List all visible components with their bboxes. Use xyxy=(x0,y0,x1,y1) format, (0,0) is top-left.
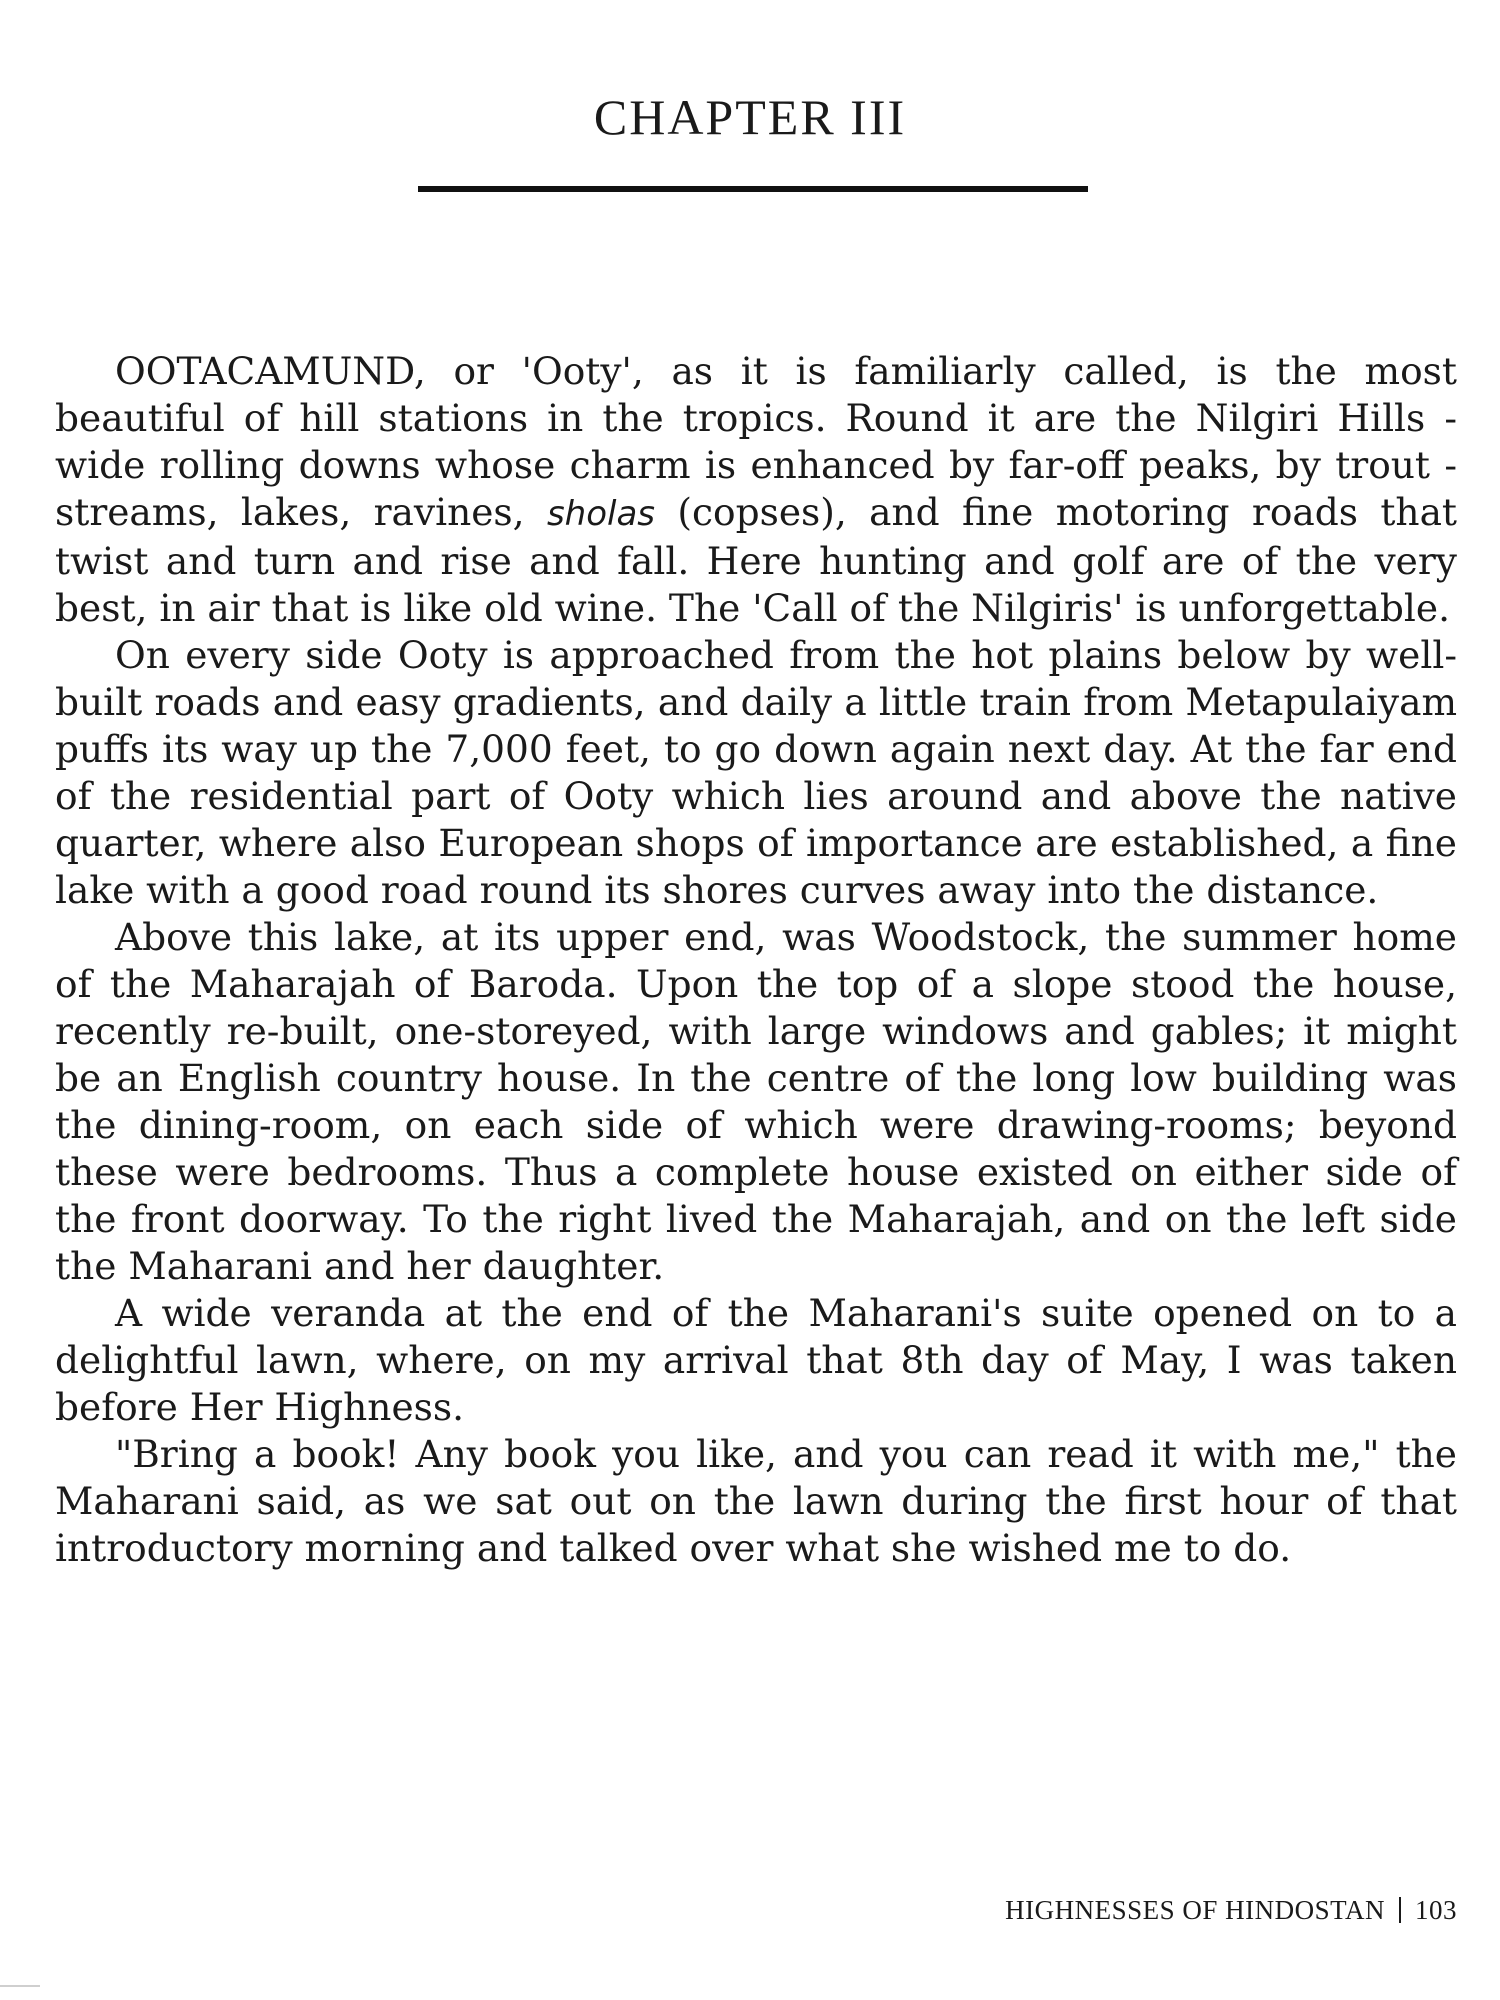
paragraph-1-text-start: OOTACAMUND, or 'Ooty', as it is familiarly called, is the most beautiful of hill stations in the tropics. Round it are the Nilgiri Hills - wide rolling downs whose charm is enhanced by far-off peaks, by trout - streams, lakes, ravines, xyxy=(55,349,1457,534)
running-footer xyxy=(1005,1895,1457,1926)
paragraph-5: "Bring a book! Any book you like, and you can read it with me," the Maharani said, as we sat out on the lawn during the first hour of that introductory morning and talked over what she wished me to do. xyxy=(55,1432,1457,1570)
footer-separator xyxy=(1399,1897,1401,1923)
chapter-title: CHAPTER III xyxy=(593,89,907,145)
paragraph-3: Above this lake, at its upper end, was Woodstock, the summer home of the Maharajah of Baroda. Upon the top of a slope stood the house, recently re-built, one-storeyed, with large windows and gables; it might be an English country house. In the centre of the long low building was the dining-room, on each side of which were drawing-rooms; beyond these were bedrooms. Thus a complete house existed on either side of the front doorway. To the right lived the Maharajah, and on the left side the Maharani and her daughter. xyxy=(55,915,1457,1288)
paragraph-4: A wide veranda at the end of the Maharani's suite opened on to a delightful lawn, where, on my arrival that 8th day of May, I was taken before Her Highness. xyxy=(55,1291,1457,1429)
scan-edge-mark xyxy=(0,1985,40,1987)
paragraph-2: On every side Ooty is approached from the hot plains below by well-built roads and easy gradients, and daily a little train from Metapulaiyam puffs its way up the 7,000 feet, to go down again next day. At the far end of the residential part of Ooty which lies around and above the native quarter, where also European shops of importance are established, a fine lake with a good road round its shores curves away into the distance. xyxy=(55,633,1457,912)
chapter-title-rule xyxy=(418,186,1088,192)
body-text xyxy=(55,348,1457,1572)
paragraph-1-text-end: (copses), and fine motoring roads that twist and turn and rise and fall. Here hunting and golf are of the very best, in air that is like old wine. The 'Call of the Nilgiris' is unforgettable. xyxy=(55,490,1457,630)
footer-book-title: HIGHNESSES OF HINDOSTAN xyxy=(1005,1895,1385,1925)
page-number: 103 xyxy=(1415,1895,1457,1925)
paragraph-1 xyxy=(55,348,1457,632)
paragraph-1-italic-word: sholas xyxy=(546,494,656,534)
